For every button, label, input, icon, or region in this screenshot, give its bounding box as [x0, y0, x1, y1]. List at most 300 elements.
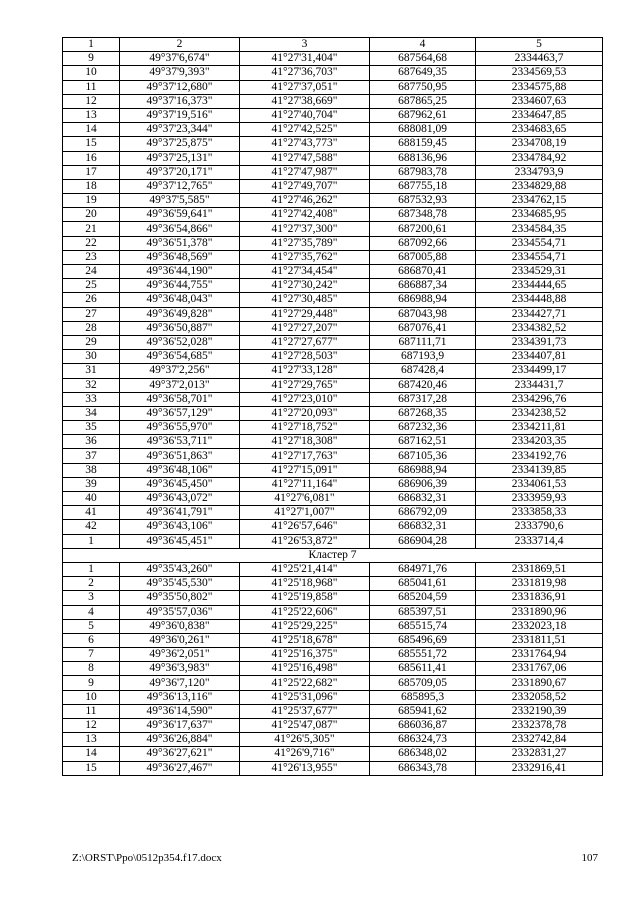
table-row — [63, 165, 603, 179]
table-row — [63, 279, 603, 293]
latitude-cell: 49°37'9,393" — [120, 66, 240, 80]
table-row — [63, 194, 603, 208]
table-row — [63, 222, 603, 236]
point-number-cell: 36 — [63, 435, 120, 449]
y-coordinate-cell: 2334431,7 — [476, 378, 603, 392]
longitude-cell: 41°27'37,051" — [240, 80, 370, 94]
latitude-cell: 49°36'48,106" — [120, 463, 240, 477]
x-coordinate-cell: 687420,46 — [370, 378, 476, 392]
table-row — [63, 449, 603, 463]
longitude-cell: 41°25'21,414" — [240, 562, 370, 576]
longitude-cell: 41°25'31,096" — [240, 690, 370, 704]
x-coordinate-cell: 687005,88 — [370, 250, 476, 264]
table-row — [63, 151, 603, 165]
table-row — [63, 123, 603, 137]
point-number-cell: 29 — [63, 335, 120, 349]
coordinates-table-body — [63, 38, 603, 776]
longitude-cell: 41°27'30,485" — [240, 293, 370, 307]
latitude-cell: 49°37'12,680" — [120, 80, 240, 94]
longitude-cell: 41°27'40,704" — [240, 108, 370, 122]
latitude-cell: 49°36'13,116" — [120, 690, 240, 704]
x-coordinate-cell: 687043,98 — [370, 307, 476, 321]
x-coordinate-cell: 687105,36 — [370, 449, 476, 463]
longitude-cell: 41°25'22,682" — [240, 676, 370, 690]
x-coordinate-cell: 687092,66 — [370, 236, 476, 250]
x-coordinate-cell: 685496,69 — [370, 633, 476, 647]
y-coordinate-cell: 2332190,39 — [476, 704, 603, 718]
longitude-cell: 41°27'1,007" — [240, 506, 370, 520]
x-coordinate-cell: 687111,71 — [370, 335, 476, 349]
longitude-cell: 41°27'35,789" — [240, 236, 370, 250]
latitude-cell: 49°36'49,828" — [120, 307, 240, 321]
point-number-cell: 11 — [63, 80, 120, 94]
table-row — [63, 492, 603, 506]
x-coordinate-cell: 686988,94 — [370, 293, 476, 307]
x-coordinate-cell: 687428,4 — [370, 364, 476, 378]
latitude-cell: 49°36'55,970" — [120, 421, 240, 435]
x-coordinate-cell: 687162,51 — [370, 435, 476, 449]
longitude-cell: 41°25'29,225" — [240, 619, 370, 633]
y-coordinate-cell: 2334192,76 — [476, 449, 603, 463]
point-number-cell: 26 — [63, 293, 120, 307]
latitude-cell: 49°36'51,378" — [120, 236, 240, 250]
longitude-cell: 41°27'23,010" — [240, 392, 370, 406]
x-coordinate-cell: 686887,34 — [370, 279, 476, 293]
longitude-cell: 41°27'49,707" — [240, 179, 370, 193]
table-row — [63, 265, 603, 279]
latitude-cell: 49°37'25,131" — [120, 151, 240, 165]
latitude-cell: 49°36'17,637" — [120, 719, 240, 733]
point-number-cell: 13 — [63, 733, 120, 747]
x-coordinate-cell: 685397,51 — [370, 605, 476, 619]
table-row — [63, 364, 603, 378]
x-coordinate-cell: 686988,94 — [370, 463, 476, 477]
point-number-cell: 14 — [63, 747, 120, 761]
latitude-cell: 49°37'23,344" — [120, 123, 240, 137]
longitude-cell: 41°27'31,404" — [240, 52, 370, 66]
longitude-cell: 41°27'11,164" — [240, 477, 370, 491]
point-number-cell: 13 — [63, 108, 120, 122]
x-coordinate-cell: 686348,02 — [370, 747, 476, 761]
y-coordinate-cell: 2334554,71 — [476, 250, 603, 264]
table-row — [63, 605, 603, 619]
point-number-cell: 12 — [63, 719, 120, 733]
y-coordinate-cell: 2334708,19 — [476, 137, 603, 151]
table-row — [63, 307, 603, 321]
point-number-cell: 35 — [63, 421, 120, 435]
longitude-cell: 41°27'42,525" — [240, 123, 370, 137]
table-row — [63, 108, 603, 122]
y-coordinate-cell: 2332058,52 — [476, 690, 603, 704]
x-coordinate-cell: 684971,76 — [370, 562, 476, 576]
y-coordinate-cell: 2334575,88 — [476, 80, 603, 94]
coordinates-table — [62, 37, 603, 776]
longitude-cell: 41°27'27,207" — [240, 321, 370, 335]
y-coordinate-cell: 2331764,94 — [476, 648, 603, 662]
table-row — [63, 477, 603, 491]
longitude-cell: 41°27'42,408" — [240, 208, 370, 222]
x-coordinate-cell: 686906,39 — [370, 477, 476, 491]
table-row — [63, 733, 603, 747]
table-row — [63, 208, 603, 222]
y-coordinate-cell: 2334382,52 — [476, 321, 603, 335]
latitude-cell: 49°36'27,621" — [120, 747, 240, 761]
y-coordinate-cell: 2334463,7 — [476, 52, 603, 66]
x-coordinate-cell: 687649,35 — [370, 66, 476, 80]
y-coordinate-cell: 2333790,6 — [476, 520, 603, 534]
y-coordinate-cell: 2334139,85 — [476, 463, 603, 477]
y-coordinate-cell: 2332742,84 — [476, 733, 603, 747]
y-coordinate-cell: 2331869,51 — [476, 562, 603, 576]
y-coordinate-cell: 2334554,71 — [476, 236, 603, 250]
point-number-cell: 3 — [63, 591, 120, 605]
y-coordinate-cell: 2334061,53 — [476, 477, 603, 491]
table-row — [63, 293, 603, 307]
latitude-cell: 49°36'59,641" — [120, 208, 240, 222]
section-title-row — [63, 548, 603, 562]
latitude-cell: 49°36'43,106" — [120, 520, 240, 534]
y-coordinate-cell: 2331811,51 — [476, 633, 603, 647]
table-row — [63, 179, 603, 193]
point-number-cell: 14 — [63, 123, 120, 137]
point-number-cell: 10 — [63, 690, 120, 704]
longitude-cell: 41°27'18,308" — [240, 435, 370, 449]
table-row — [63, 577, 603, 591]
x-coordinate-cell: 686832,31 — [370, 492, 476, 506]
longitude-cell: 41°27'18,752" — [240, 421, 370, 435]
longitude-cell: 41°26'53,872" — [240, 534, 370, 548]
table-row — [63, 591, 603, 605]
y-coordinate-cell: 2334444,65 — [476, 279, 603, 293]
x-coordinate-cell: 4 — [370, 38, 476, 52]
longitude-cell: 41°25'18,678" — [240, 633, 370, 647]
point-number-cell: 8 — [63, 662, 120, 676]
table-row — [63, 236, 603, 250]
y-coordinate-cell: 2334762,15 — [476, 194, 603, 208]
table-row — [63, 406, 603, 420]
x-coordinate-cell: 687755,18 — [370, 179, 476, 193]
table-row — [63, 676, 603, 690]
latitude-cell: 49°36'53,711" — [120, 435, 240, 449]
point-number-cell: 39 — [63, 477, 120, 491]
x-coordinate-cell: 687962,61 — [370, 108, 476, 122]
y-coordinate-cell: 2334427,71 — [476, 307, 603, 321]
latitude-cell: 49°37'25,875" — [120, 137, 240, 151]
y-coordinate-cell: 2334607,63 — [476, 94, 603, 108]
latitude-cell: 49°36'0,261" — [120, 633, 240, 647]
latitude-cell: 49°37'2,013" — [120, 378, 240, 392]
point-number-cell: 18 — [63, 179, 120, 193]
point-number-cell: 16 — [63, 151, 120, 165]
latitude-cell: 49°36'3,983" — [120, 662, 240, 676]
table-row — [63, 562, 603, 576]
latitude-cell: 49°37'2,256" — [120, 364, 240, 378]
longitude-cell: 41°27'27,677" — [240, 335, 370, 349]
table-row — [63, 719, 603, 733]
y-coordinate-cell: 2334569,53 — [476, 66, 603, 80]
point-number-cell: 42 — [63, 520, 120, 534]
table-row — [63, 506, 603, 520]
x-coordinate-cell: 686904,28 — [370, 534, 476, 548]
latitude-cell: 49°36'54,866" — [120, 222, 240, 236]
latitude-cell: 49°36'41,791" — [120, 506, 240, 520]
latitude-cell: 49°36'45,451" — [120, 534, 240, 548]
point-number-cell: 1 — [63, 562, 120, 576]
x-coordinate-cell: 687564,68 — [370, 52, 476, 66]
table-row — [63, 137, 603, 151]
point-number-cell: 33 — [63, 392, 120, 406]
longitude-cell: 41°27'34,454" — [240, 265, 370, 279]
point-number-cell: 12 — [63, 94, 120, 108]
latitude-cell: 49°37'5,585" — [120, 194, 240, 208]
x-coordinate-cell: 685895,3 — [370, 690, 476, 704]
table-row — [63, 704, 603, 718]
y-coordinate-cell: 2334647,85 — [476, 108, 603, 122]
longitude-cell: 41°27'30,242" — [240, 279, 370, 293]
x-coordinate-cell: 687532,93 — [370, 194, 476, 208]
longitude-cell: 41°27'17,763" — [240, 449, 370, 463]
table-row — [63, 321, 603, 335]
table-row — [63, 662, 603, 676]
x-coordinate-cell: 688159,45 — [370, 137, 476, 151]
y-coordinate-cell: 2334683,65 — [476, 123, 603, 137]
page-number: 107 — [581, 852, 598, 864]
longitude-cell: 41°25'18,968" — [240, 577, 370, 591]
latitude-cell: 49°37'19,516" — [120, 108, 240, 122]
latitude-cell: 49°36'48,569" — [120, 250, 240, 264]
y-coordinate-cell: 2334829,88 — [476, 179, 603, 193]
latitude-cell: 49°35'50,802" — [120, 591, 240, 605]
table-row — [63, 747, 603, 761]
latitude-cell: 49°37'6,674" — [120, 52, 240, 66]
latitude-cell: 49°37'16,373" — [120, 94, 240, 108]
point-number-cell: 19 — [63, 194, 120, 208]
y-coordinate-cell: 2334448,88 — [476, 293, 603, 307]
point-number-cell: 30 — [63, 350, 120, 364]
x-coordinate-cell: 687750,95 — [370, 80, 476, 94]
table-row — [63, 66, 603, 80]
point-number-cell: 6 — [63, 633, 120, 647]
longitude-cell: 41°27'35,762" — [240, 250, 370, 264]
point-number-cell: 20 — [63, 208, 120, 222]
y-coordinate-cell: 2334793,9 — [476, 165, 603, 179]
latitude-cell: 49°36'44,190" — [120, 265, 240, 279]
y-coordinate-cell: 2331890,67 — [476, 676, 603, 690]
point-number-cell: 10 — [63, 66, 120, 80]
table-row — [63, 335, 603, 349]
latitude-cell: 49°36'48,043" — [120, 293, 240, 307]
longitude-cell: 41°25'16,498" — [240, 662, 370, 676]
x-coordinate-cell: 687200,61 — [370, 222, 476, 236]
longitude-cell: 41°27'15,091" — [240, 463, 370, 477]
point-number-cell: 9 — [63, 676, 120, 690]
x-coordinate-cell: 685515,74 — [370, 619, 476, 633]
y-coordinate-cell: 2331836,91 — [476, 591, 603, 605]
point-number-cell: 41 — [63, 506, 120, 520]
x-coordinate-cell: 685551,72 — [370, 648, 476, 662]
latitude-cell: 49°36'57,129" — [120, 406, 240, 420]
longitude-cell: 41°27'38,669" — [240, 94, 370, 108]
y-coordinate-cell: 2334584,35 — [476, 222, 603, 236]
point-number-cell: 24 — [63, 265, 120, 279]
point-number-cell: 17 — [63, 165, 120, 179]
y-coordinate-cell: 2333959,93 — [476, 492, 603, 506]
y-coordinate-cell: 2332916,41 — [476, 761, 603, 775]
latitude-cell: 49°36'2,051" — [120, 648, 240, 662]
longitude-cell: 41°27'29,448" — [240, 307, 370, 321]
section-title: Кластер 7 — [63, 548, 603, 562]
y-coordinate-cell: 2334529,31 — [476, 265, 603, 279]
point-number-cell: 1 — [63, 38, 120, 52]
x-coordinate-cell: 685611,41 — [370, 662, 476, 676]
point-number-cell: 31 — [63, 364, 120, 378]
y-coordinate-cell: 2334391,73 — [476, 335, 603, 349]
point-number-cell: 4 — [63, 605, 120, 619]
table-row — [63, 392, 603, 406]
y-coordinate-cell: 2334499,17 — [476, 364, 603, 378]
x-coordinate-cell: 687865,25 — [370, 94, 476, 108]
y-coordinate-cell: 2331819,98 — [476, 577, 603, 591]
x-coordinate-cell: 685941,62 — [370, 704, 476, 718]
y-coordinate-cell: 5 — [476, 38, 603, 52]
y-coordinate-cell: 2333714,4 — [476, 534, 603, 548]
latitude-cell: 2 — [120, 38, 240, 52]
point-number-cell: 7 — [63, 648, 120, 662]
longitude-cell: 41°25'19,858" — [240, 591, 370, 605]
point-number-cell: 1 — [63, 534, 120, 548]
longitude-cell: 41°27'43,773" — [240, 137, 370, 151]
latitude-cell: 49°35'57,036" — [120, 605, 240, 619]
table-row — [63, 648, 603, 662]
longitude-cell: 41°26'9,716" — [240, 747, 370, 761]
latitude-cell: 49°35'45,530" — [120, 577, 240, 591]
longitude-cell: 41°27'6,081" — [240, 492, 370, 506]
table-row — [63, 690, 603, 704]
table-row — [63, 463, 603, 477]
longitude-cell: 41°27'28,503" — [240, 350, 370, 364]
point-number-cell: 38 — [63, 463, 120, 477]
y-coordinate-cell: 2334238,52 — [476, 406, 603, 420]
x-coordinate-cell: 687317,28 — [370, 392, 476, 406]
latitude-cell: 49°36'43,072" — [120, 492, 240, 506]
point-number-cell: 11 — [63, 704, 120, 718]
latitude-cell: 49°35'43,260" — [120, 562, 240, 576]
point-number-cell: 32 — [63, 378, 120, 392]
longitude-cell: 41°27'33,128" — [240, 364, 370, 378]
latitude-cell: 49°36'58,701" — [120, 392, 240, 406]
table-header-row — [63, 38, 603, 52]
table-row — [63, 534, 603, 548]
point-number-cell: 15 — [63, 137, 120, 151]
x-coordinate-cell: 685041,61 — [370, 577, 476, 591]
longitude-cell: 41°26'57,646" — [240, 520, 370, 534]
point-number-cell: 5 — [63, 619, 120, 633]
point-number-cell: 22 — [63, 236, 120, 250]
longitude-cell: 41°27'37,300" — [240, 222, 370, 236]
x-coordinate-cell: 687232,36 — [370, 421, 476, 435]
latitude-cell: 49°36'50,887" — [120, 321, 240, 335]
y-coordinate-cell: 2332831,27 — [476, 747, 603, 761]
table-row — [63, 250, 603, 264]
latitude-cell: 49°36'51,863" — [120, 449, 240, 463]
y-coordinate-cell: 2334407,81 — [476, 350, 603, 364]
x-coordinate-cell: 687193,9 — [370, 350, 476, 364]
point-number-cell: 23 — [63, 250, 120, 264]
point-number-cell: 9 — [63, 52, 120, 66]
point-number-cell: 21 — [63, 222, 120, 236]
longitude-cell: 3 — [240, 38, 370, 52]
point-number-cell: 25 — [63, 279, 120, 293]
y-coordinate-cell: 2334784,92 — [476, 151, 603, 165]
y-coordinate-cell: 2334203,35 — [476, 435, 603, 449]
table-row — [63, 619, 603, 633]
x-coordinate-cell: 687983,78 — [370, 165, 476, 179]
latitude-cell: 49°36'27,467" — [120, 761, 240, 775]
latitude-cell: 49°36'26,884" — [120, 733, 240, 747]
point-number-cell: 40 — [63, 492, 120, 506]
longitude-cell: 41°27'47,987" — [240, 165, 370, 179]
latitude-cell: 49°37'20,171" — [120, 165, 240, 179]
latitude-cell: 49°36'0,838" — [120, 619, 240, 633]
point-number-cell: 34 — [63, 406, 120, 420]
x-coordinate-cell: 687268,35 — [370, 406, 476, 420]
x-coordinate-cell: 686832,31 — [370, 520, 476, 534]
table-row — [63, 435, 603, 449]
x-coordinate-cell: 686792,09 — [370, 506, 476, 520]
x-coordinate-cell: 685709,05 — [370, 676, 476, 690]
y-coordinate-cell: 2334211,81 — [476, 421, 603, 435]
table-row — [63, 421, 603, 435]
longitude-cell: 41°25'16,375" — [240, 648, 370, 662]
latitude-cell: 49°36'14,590" — [120, 704, 240, 718]
latitude-cell: 49°36'45,450" — [120, 477, 240, 491]
latitude-cell: 49°36'44,755" — [120, 279, 240, 293]
y-coordinate-cell: 2332023,18 — [476, 619, 603, 633]
table-row — [63, 350, 603, 364]
longitude-cell: 41°27'46,262" — [240, 194, 370, 208]
point-number-cell: 27 — [63, 307, 120, 321]
table-row — [63, 633, 603, 647]
longitude-cell: 41°27'29,765" — [240, 378, 370, 392]
x-coordinate-cell: 686870,41 — [370, 265, 476, 279]
longitude-cell: 41°27'47,588" — [240, 151, 370, 165]
y-coordinate-cell: 2333858,33 — [476, 506, 603, 520]
table-row — [63, 94, 603, 108]
point-number-cell: 15 — [63, 761, 120, 775]
x-coordinate-cell: 687348,78 — [370, 208, 476, 222]
y-coordinate-cell: 2332378,78 — [476, 719, 603, 733]
table-row — [63, 52, 603, 66]
file-path: Z:\ORST\Ppo\0512p354.f17.docx — [72, 852, 222, 864]
point-number-cell: 28 — [63, 321, 120, 335]
longitude-cell: 41°26'13,955" — [240, 761, 370, 775]
table-row — [63, 761, 603, 775]
longitude-cell: 41°26'5,305" — [240, 733, 370, 747]
y-coordinate-cell: 2334685,95 — [476, 208, 603, 222]
point-number-cell: 2 — [63, 577, 120, 591]
x-coordinate-cell: 685204,59 — [370, 591, 476, 605]
latitude-cell: 49°36'7,120" — [120, 676, 240, 690]
latitude-cell: 49°36'54,685" — [120, 350, 240, 364]
x-coordinate-cell: 688081,09 — [370, 123, 476, 137]
table-row — [63, 80, 603, 94]
longitude-cell: 41°25'47,087" — [240, 719, 370, 733]
x-coordinate-cell: 688136,96 — [370, 151, 476, 165]
longitude-cell: 41°25'37,677" — [240, 704, 370, 718]
longitude-cell: 41°27'36,703" — [240, 66, 370, 80]
y-coordinate-cell: 2331890,96 — [476, 605, 603, 619]
x-coordinate-cell: 686343,78 — [370, 761, 476, 775]
